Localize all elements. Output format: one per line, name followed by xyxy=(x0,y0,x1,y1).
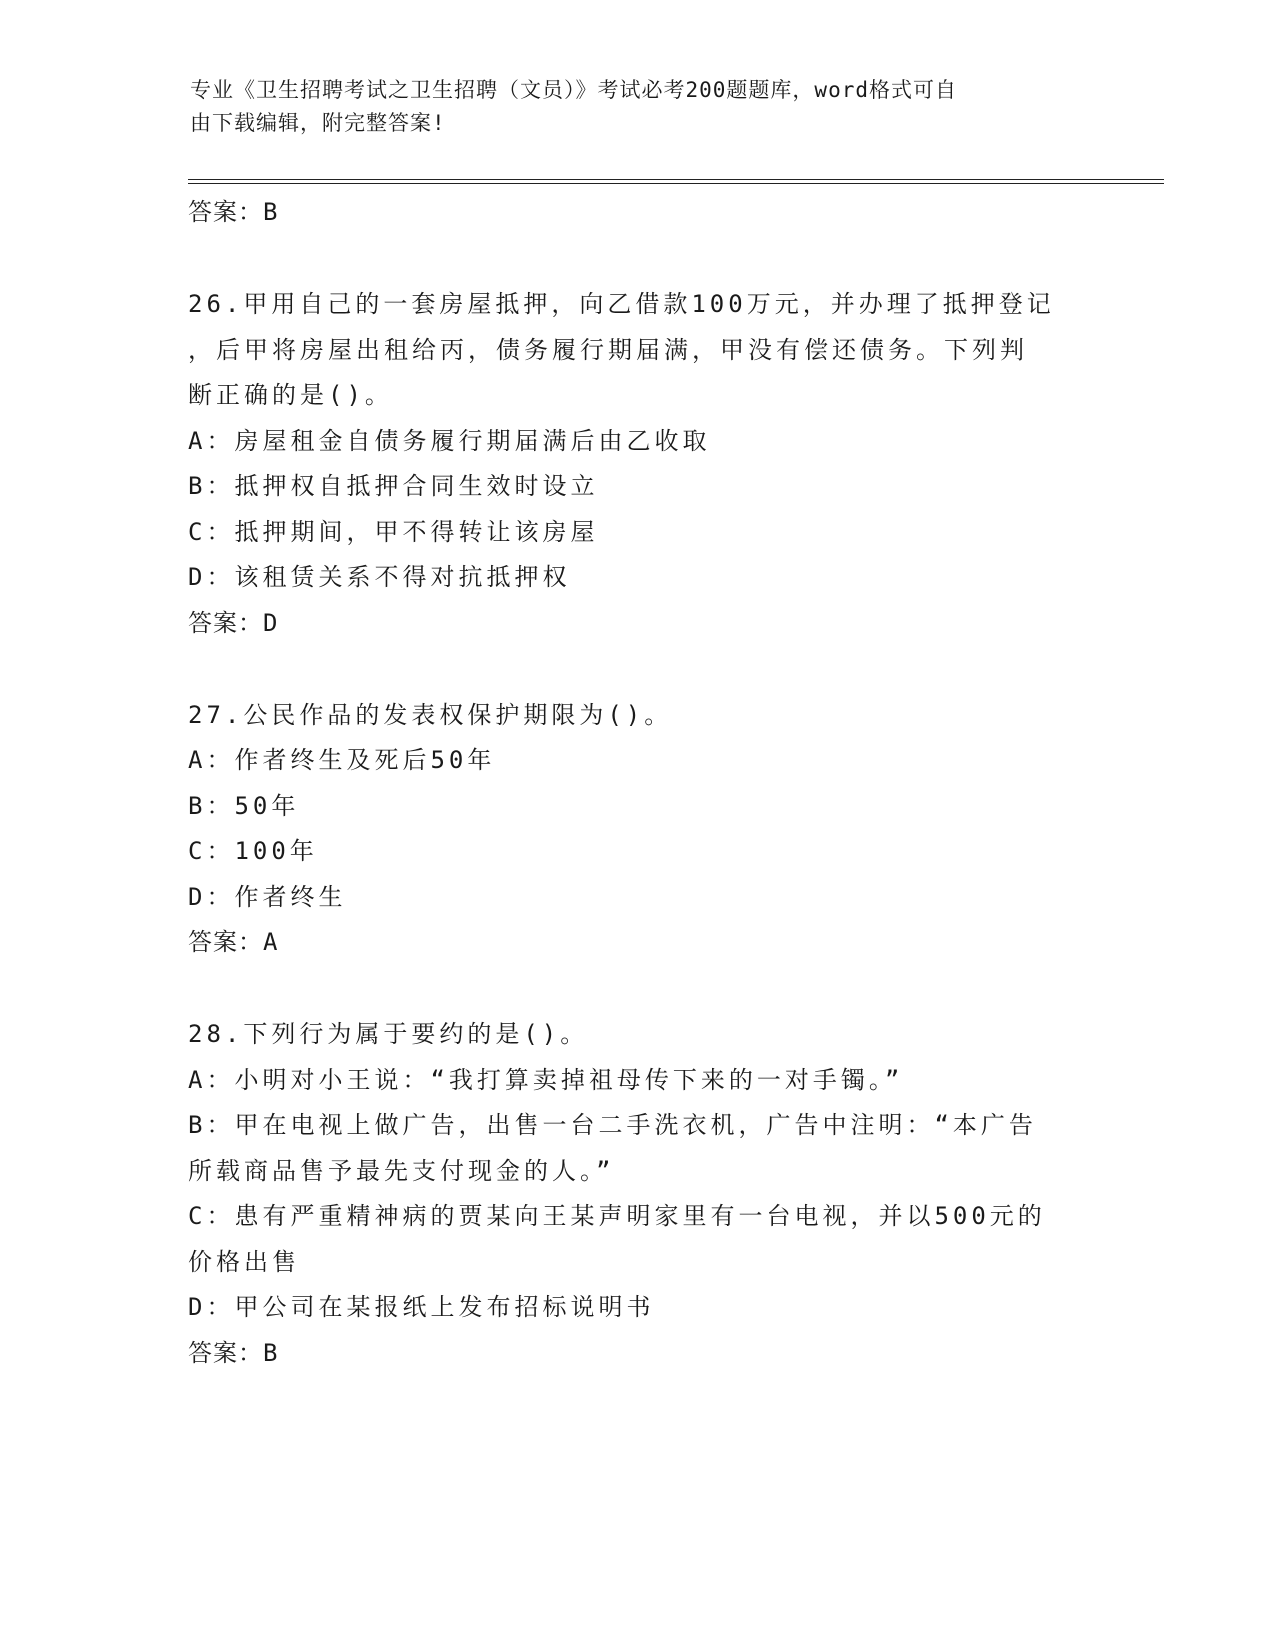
option-b: B：50年 xyxy=(188,791,300,820)
question-text-line: 断正确的是()。 xyxy=(188,381,393,409)
header-line: 由下载编辑，附完整答案! xyxy=(190,111,446,135)
question-text-line: ，后甲将房屋出租给丙，债务履行期届满，甲没有偿还债务。下列判 xyxy=(188,335,1028,364)
option-c: C：100年 xyxy=(188,837,318,865)
option-d: D：该租赁关系不得对抗抵押权 xyxy=(188,563,571,591)
question-text-line: 28.下列行为属于要约的是()。 xyxy=(188,1020,589,1048)
option-a: A：作者终生及死后50年 xyxy=(188,746,496,774)
question-block xyxy=(188,282,1088,645)
question-text-line: 27.公民作品的发表权保护期限为()。 xyxy=(188,700,673,729)
option-b: B：抵押权自抵押合同生效时设立 xyxy=(188,472,599,500)
option-a: A：小明对小王说：“我打算卖掉祖母传下来的一对手镯。” xyxy=(188,1065,904,1094)
option-a: A：房屋租金自债务履行期届满后由乙收取 xyxy=(188,426,711,455)
spacer xyxy=(188,964,1088,1012)
header-rule xyxy=(188,179,1164,184)
answer-line: 答案：B xyxy=(188,1338,279,1367)
question-block xyxy=(188,693,1088,965)
option-c: C：患有严重精神病的贾某向王某声明家里有一台电视，并以500元的 xyxy=(188,1202,1046,1230)
option-b-continued: 所载商品售予最先支付现金的人。” xyxy=(188,1156,615,1185)
option-c-continued: 价格出售 xyxy=(188,1247,300,1276)
question-text-line: 26.甲用自己的一套房屋抵押，向乙借款100万元，并办理了抵押登记 xyxy=(188,290,1055,318)
option-b: B：甲在电视上做广告，出售一台二手洗衣机，广告中注明：“本广告 xyxy=(188,1111,1037,1139)
answer-line: 答案：D xyxy=(188,608,279,637)
answer-line: 答案：A xyxy=(188,928,279,956)
question-list xyxy=(188,190,1088,1375)
answer-line: 答案：B xyxy=(188,198,279,226)
option-d: D：作者终生 xyxy=(188,882,347,911)
option-d: D：甲公司在某报纸上发布招标说明书 xyxy=(188,1293,655,1321)
spacer xyxy=(188,645,1088,693)
spacer xyxy=(188,234,1088,282)
question-block xyxy=(188,1012,1088,1375)
header-line: 专业《卫生招聘考试之卫生招聘（文员）》考试必考200题题库，word格式可自 xyxy=(190,78,957,102)
page-header xyxy=(190,74,1090,140)
option-c: C：抵押期间，甲不得转让该房屋 xyxy=(188,517,599,546)
